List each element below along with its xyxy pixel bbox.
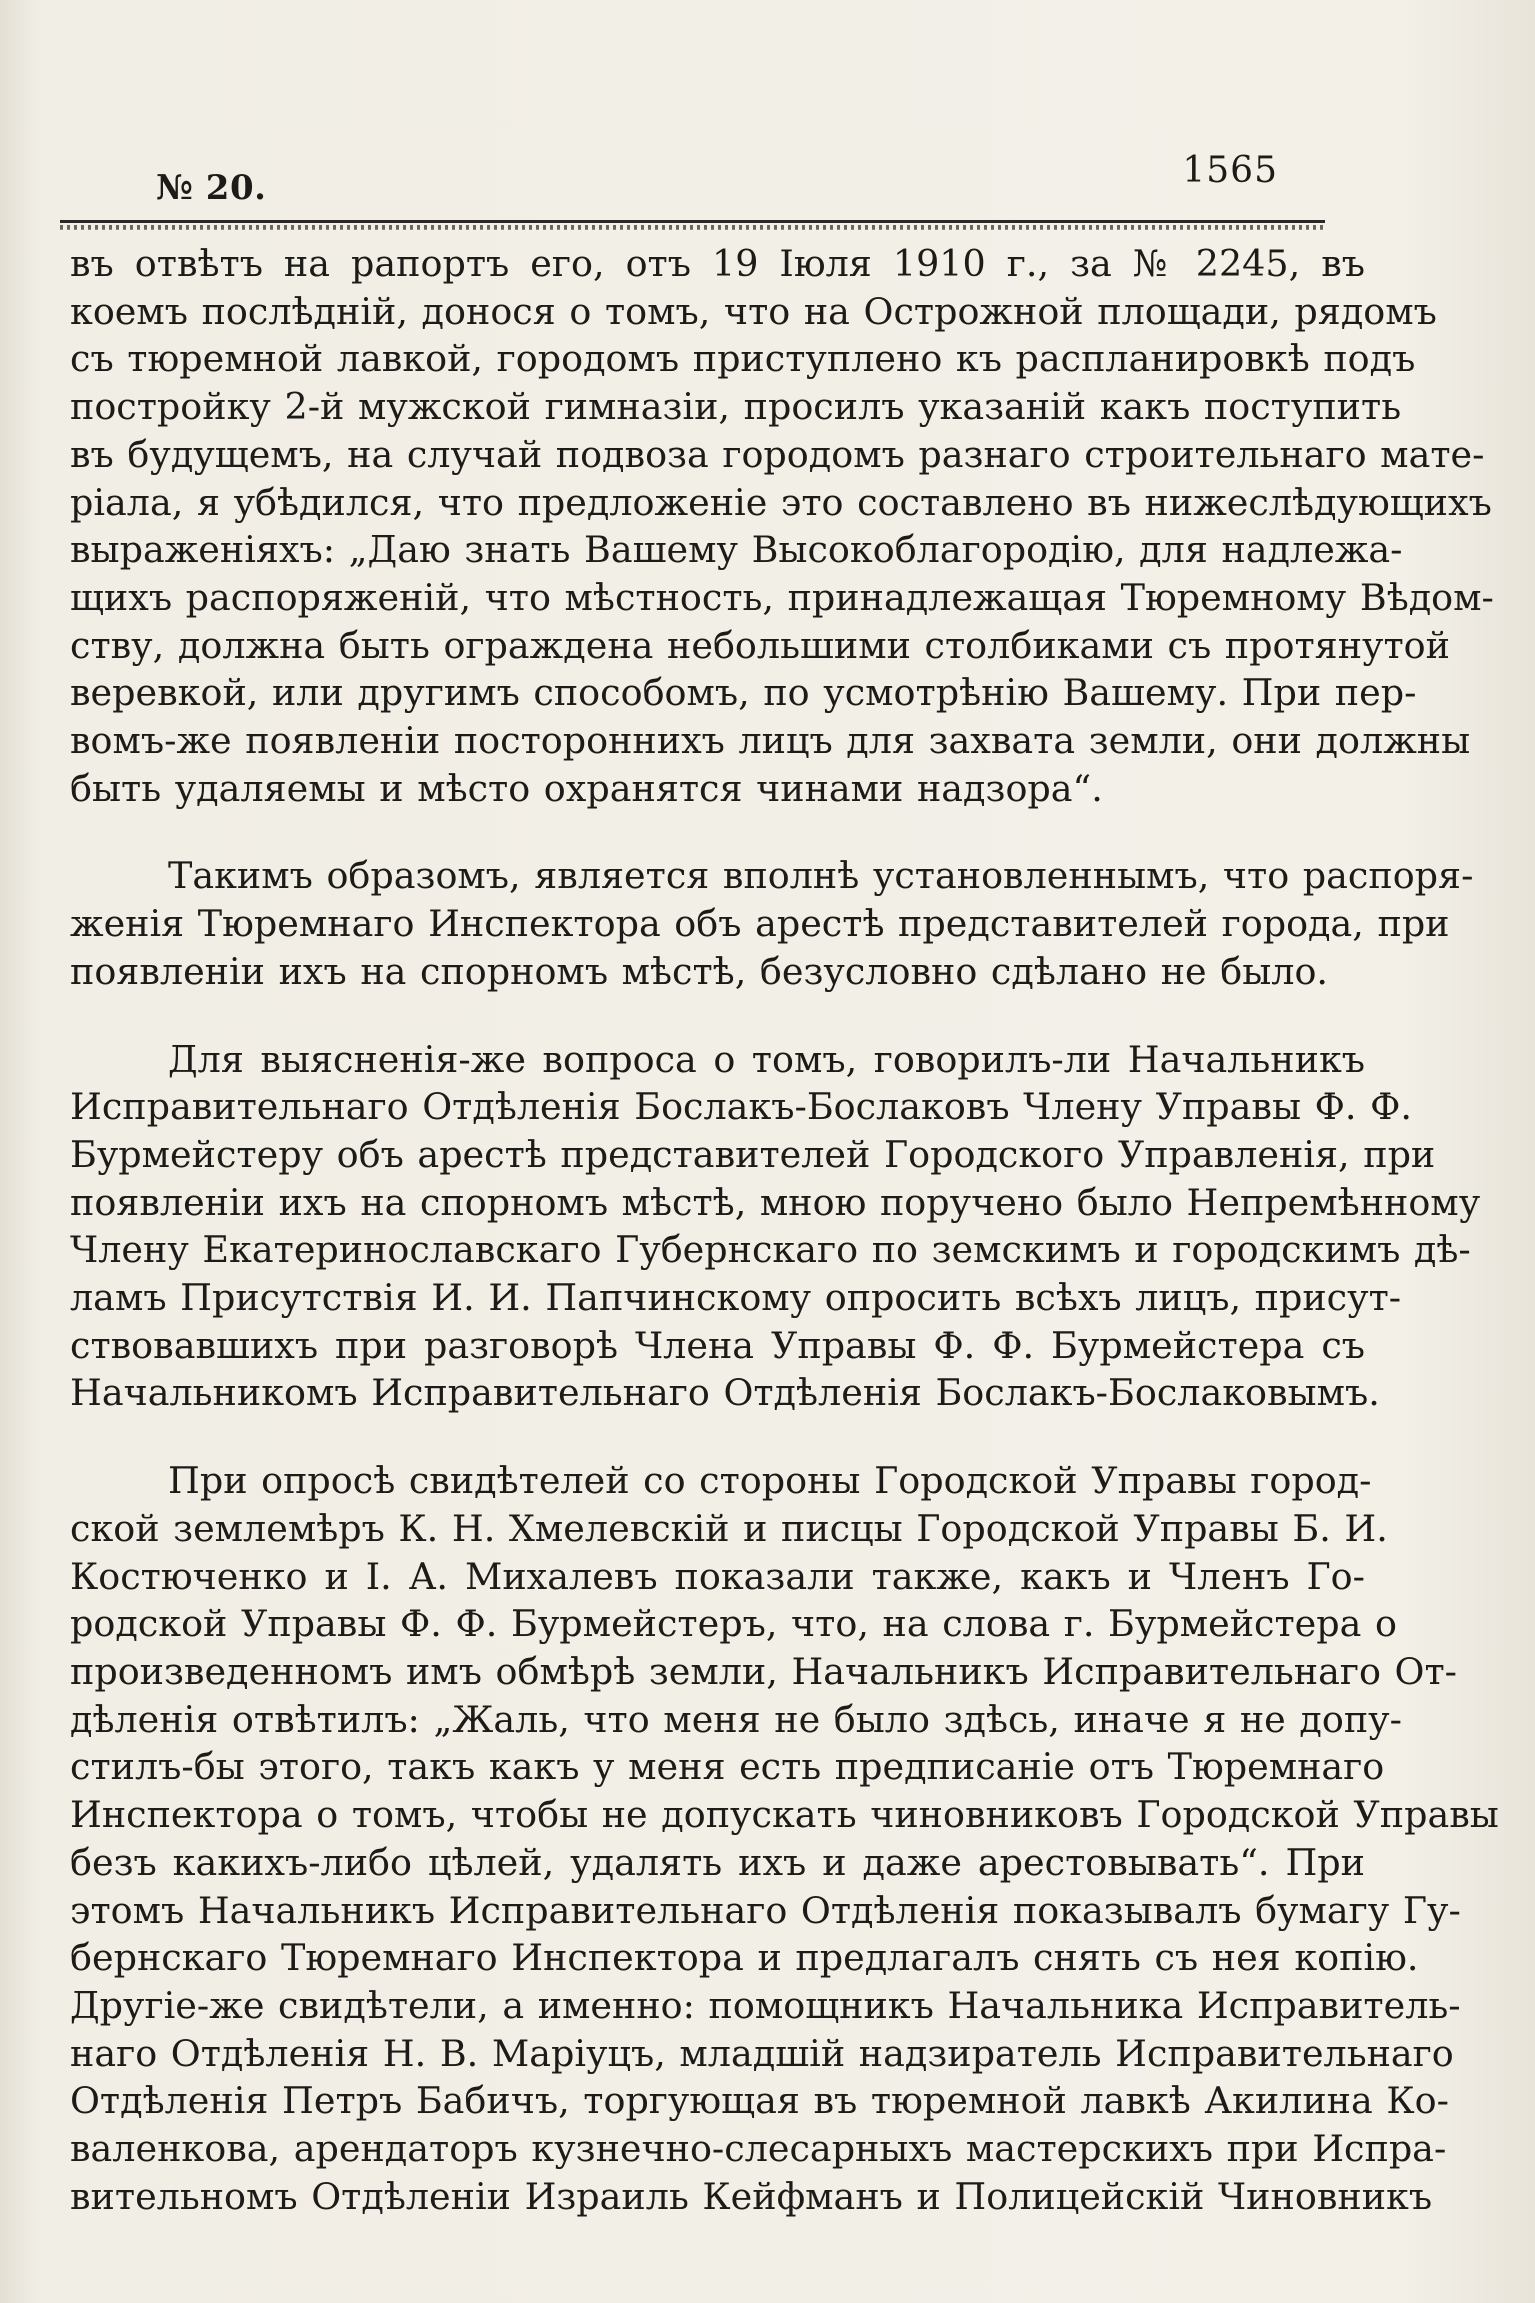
text-line: Начальникомъ Исправительнаго Отдѣленія Бослакъ-Бослаковымъ.	[70, 1371, 1380, 1415]
text-line: вительномъ Отдѣленіи Израиль Кейфманъ и Полицейскій Чиновникъ	[70, 2174, 1433, 2218]
text-line: Для выясненія-же вопроса о томъ, говорилъ-ли Начальникъ	[168, 1037, 1365, 1081]
text-line: вомъ-же появленіи постороннихъ лицъ для захвата земли, они должны	[70, 719, 1471, 763]
page-header	[150, 150, 1330, 210]
text-line: дѣленія отвѣтилъ: „Жаль, что меня не было здѣсь, иначе я не допу-	[70, 1697, 1402, 1741]
text-line: ламъ Присутствія И. И. Папчинскому опросить всѣхъ лицъ, присут-	[70, 1276, 1402, 1320]
text-line: бернскаго Тюремнаго Инспектора и предлагалъ снять съ нея копію.	[70, 1936, 1419, 1980]
text-line: Другіе-же свидѣтели, а именно: помощникъ Начальника Исправитель-	[70, 1983, 1461, 2027]
text-line: При опросѣ свидѣтелей со стороны Городской Управы город-	[168, 1459, 1372, 1503]
text-line: ской землемѣръ К. Н. Хмелевскій и писцы Городской Управы Б. И.	[70, 1506, 1388, 1550]
text-line: валенкова, арендаторъ кузнечно-слесарныхъ мастерскихъ при Испра-	[70, 2127, 1447, 2171]
paragraph-1	[70, 240, 1494, 812]
text-line: безъ какихъ-либо цѣлей, удалять ихъ и даже арестовывать“. При	[70, 1840, 1365, 1884]
text-line: Бурмейстеру объ арестѣ представителей Городского Управленія, при	[70, 1132, 1436, 1176]
body-text	[70, 240, 1499, 2220]
text-line: щихъ распоряженій, что мѣстность, принадлежащая Тюремному Вѣдом-	[70, 575, 1494, 619]
text-line: выраженіяхъ: „Даю знать Вашему Высокоблагородію, для надлежа-	[70, 528, 1403, 572]
text-line: въ отвѣтъ на рапортъ его, отъ 19 Іюля 1910 г., за № 2245, въ	[70, 242, 1365, 285]
text-line: этомъ Начальникъ Исправительнаго Отдѣленія показывалъ бумагу Гу-	[70, 1888, 1461, 1932]
text-line: родской Управы Ф. Ф. Бурмейстеръ, что, на слова г. Бурмейстера о	[70, 1602, 1397, 1646]
text-line: Исправительнаго Отдѣленія Бослакъ-Бослаковъ Члену Управы Ф. Ф.	[70, 1085, 1413, 1129]
text-line: женія Тюремнаго Инспектора объ арестѣ представителей города, при	[70, 902, 1450, 946]
issue-number: № 20.	[156, 168, 267, 208]
divider-line	[60, 220, 1325, 223]
text-line: Такимъ образомъ, является вполнѣ установленнымъ, что распоря-	[168, 854, 1474, 898]
text-line: Инспектора о томъ, чтобы не допускать чиновниковъ Городской Управы	[70, 1793, 1499, 1837]
text-line: въ будущемъ, на случай подвоза городомъ разнаго строительнаго мате-	[70, 432, 1485, 476]
paragraph-4	[70, 1457, 1499, 2220]
text-line: Члену Екатеринославскаго Губернскаго по земскимъ и городскимъ дѣ-	[70, 1228, 1471, 1272]
text-line: наго Отдѣленія Н. В. Маріуцъ, младшій надзиратель Исправительнаго	[70, 2031, 1454, 2075]
text-line: коемъ послѣдній, донося о томъ, что на Острожной площади, рядомъ	[70, 289, 1437, 333]
page-number: 1565	[1182, 150, 1278, 191]
header-divider	[60, 220, 1325, 234]
paragraph-2	[70, 852, 1474, 995]
text-line: Костюченко и І. А. Михалевъ показали также, какъ и Членъ Го-	[70, 1554, 1365, 1598]
text-line: быть удаляемы и мѣсто охранятся чинами надзора“.	[70, 766, 1103, 810]
text-line: стилъ-бы этого, такъ какъ у меня есть предписаніе отъ Тюремнаго	[70, 1745, 1385, 1789]
divider-ornament	[60, 225, 1325, 233]
text-line: ріала, я убѣдился, что предложеніе это составлено въ нижеслѣдующихъ	[70, 480, 1492, 524]
text-line: ствовавшихъ при разговорѣ Члена Управы Ф. Ф. Бурмейстера съ	[70, 1323, 1365, 1367]
text-line: появленіи ихъ на спорномъ мѣстѣ, безусловно сдѣлано не было.	[70, 949, 1329, 993]
text-line: появленіи ихъ на спорномъ мѣстѣ, мною поручено было Непремѣнному	[70, 1180, 1481, 1224]
text-line: постройку 2-й мужской гимназіи, просилъ указаній какъ поступить	[70, 385, 1402, 429]
text-line: съ тюремной лавкой, городомъ приступлено къ распланировкѣ подъ	[70, 337, 1416, 381]
text-line: веревкой, или другимъ способомъ, по усмотрѣнію Вашему. При пер-	[70, 671, 1417, 715]
text-line: произведенномъ имъ обмѣрѣ земли, Начальникъ Исправительнаго От-	[70, 1649, 1457, 1693]
text-line: Отдѣленія Петръ Бабичъ, торгующая въ тюремной лавкѣ Акилина Ко-	[70, 2079, 1449, 2123]
paragraph-3	[70, 1036, 1481, 1418]
text-line: ству, должна быть ограждена небольшими столбиками съ протянутой	[70, 623, 1450, 667]
